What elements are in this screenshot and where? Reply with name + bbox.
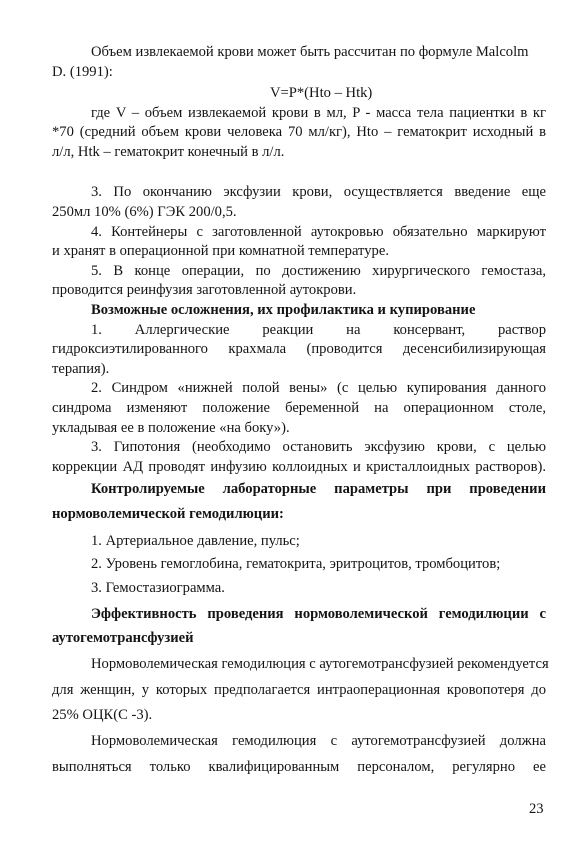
list-item: 3. Гемостазиограмма.	[91, 580, 225, 596]
page-number: 23	[529, 801, 544, 817]
list-item: 2. Уровень гемоглобина, гематокрита, эритроцитов, тромбоцитов;	[91, 556, 501, 572]
text-line: л/л, Htk – гематокрит конечный в л/л.	[52, 144, 285, 160]
text-line: *70 (средний объем крови человека 70 мл/кг), Hto – гематокрит исходный в	[52, 124, 546, 140]
text-line: выполняться только квалифицированным персоналом, регулярно ее	[52, 759, 546, 775]
text-line: Объем извлекаемой крови может быть рассчитан по формуле Malcolm	[91, 44, 529, 60]
list-item: 1. Артериальное давление, пульс;	[91, 533, 300, 549]
text-line: гидроксиэтилированного крахмала (проводится десенсибилизирующая	[52, 341, 546, 357]
list-item: 3. Гипотония (необходимо остановить эксфузию крови, с целью	[91, 439, 546, 455]
text-line: 25% ОЦК(С -3).	[52, 707, 153, 723]
section-heading: Контролируемые лабораторные параметры при проведении	[91, 481, 546, 497]
section-heading: Эффективность проведения нормоволемической гемодилюции с	[91, 606, 546, 622]
text-line: для женщин, у которых предполагается интраоперационная кровопотеря до	[52, 682, 546, 698]
section-heading: аутогемотрансфузией	[52, 630, 194, 646]
section-heading: Возможные осложнения, их профилактика и купирование	[91, 302, 476, 318]
text-line: коррекции АД проводят инфузию коллоидных и кристаллоидных растворов).	[52, 459, 546, 475]
text-line: проводится реинфузия заготовленной аутокрови.	[52, 282, 357, 298]
formula: V=P*(Hto – Htk)	[270, 85, 373, 101]
text-line: терапия).	[52, 361, 110, 377]
list-item: 5. В конце операции, по достижению хирургического гемостаза,	[91, 263, 546, 279]
text-line: Нормоволемическая гемодилюция с аутогемотрансфузией должна	[91, 733, 546, 749]
text-line: и хранят в операционной при комнатной температуре.	[52, 243, 389, 259]
text-line: синдрома изменяют положение беременной на операционном столе,	[52, 400, 546, 416]
text-line: укладывая ее в положение «на боку»).	[52, 420, 290, 436]
text-line: Нормоволемическая гемодилюция с аутогемотрансфузией рекомендуется	[91, 656, 549, 672]
text-line: 250мл 10% (6%) ГЭК 200/0,5.	[52, 204, 237, 220]
text-line: где V – объем извлекаемой крови в мл, P - масса тела пациентки в кг	[91, 105, 546, 121]
list-item: 1. Аллергические реакции на консервант, раствор	[91, 322, 546, 338]
list-item: 4. Контейнеры с заготовленной аутокровью обязательно маркируют	[91, 224, 546, 240]
section-heading: нормоволемической гемодилюции:	[52, 506, 284, 522]
list-item: 3. По окончанию эксфузии крови, осуществляется введение еще	[91, 184, 546, 200]
text-line: D. (1991):	[52, 64, 113, 80]
list-item: 2. Синдром «нижней полой вены» (с целью купирования данного	[91, 380, 546, 396]
